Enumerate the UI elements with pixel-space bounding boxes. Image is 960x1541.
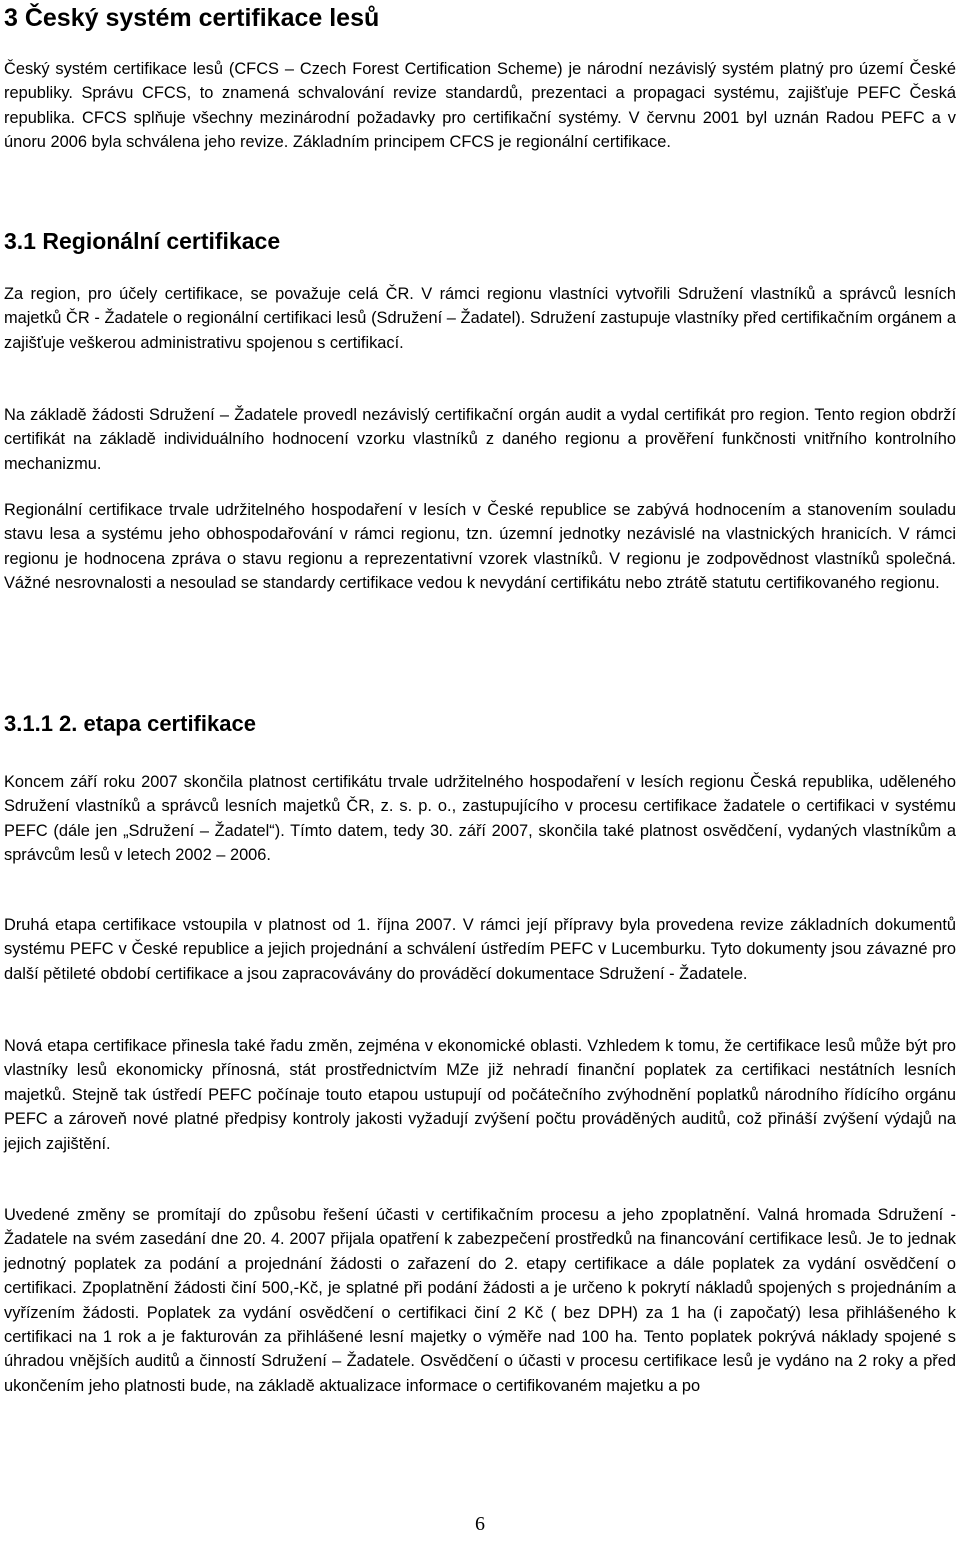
- stage-paragraph-4: Uvedené změny se promítají do způsobu řešení účasti v certifikačním procesu a jeho zpoplatnění. Valná hromada Sdružení - Žadatele na svém zasedání dne 20. 4. 2007 přijala opatření k zabezpečení prostředků na financování certifikace lesů. Je to jednak jednotný poplatek za podání a projednání žádosti o zařazení do 2. etapy certifikace a dále poplatek za vydání osvědčení o certifikaci. Zpoplatnění žádosti činí 500,-Kč, je splatné při podání žádosti a je určeno k pokrytí nákladů spojených s projednáním a vyřízením žádosti. Poplatek za vydání osvědčení o certifikaci činí 2 Kč ( bez DPH) za 1 ha (i započatý) lesa přihlášeného k certifikaci na 1 rok a je fakturován za přihlášené lesní majetky o výměře nad 100 ha. Tento poplatek pokrývá náklady spojené s úhradou vnějších auditů a činností Sdružení – Žadatele. Osvědčení o účasti v procesu certifikace lesů je vydáno na 2 roky a před ukončením jeho platnosti bude, na základě aktualizace informace o certifikovaném majetku a po: [4, 1206, 956, 1395]
- section-title: 3 Český systém certifikace lesů: [4, 4, 380, 32]
- page-number: 6: [475, 1513, 485, 1535]
- subsection-title: 3.1 Regionální certifikace: [4, 228, 281, 254]
- stage-paragraph-1: Koncem září roku 2007 skončila platnost certifikátu trvale udržitelného hospodaření v lesích regionu Česká republika, uděleného Sdružení vlastníků a správců lesních majetků ČR, z. s. p. o., zastupujícího v procesu certifikace žadatele o certifikaci v systému PEFC (dále jen „Sdružení – Žadatel“). Tímto datem, tedy 30. září 2007, skončila také platnost osvědčení, vydaných vlastníkům a správcům lesů v letech 2002 – 2006.: [4, 773, 956, 865]
- subsection-paragraph-1: Za region, pro účely certifikace, se považuje celá ČR. V rámci regionu vlastníci vytvořili Sdružení vlastníků a správců lesních majetků ČR - Žadatele o regionální certifikaci lesů (Sdružení – Žadatel). Sdružení zastupuje vlastníky před certifikačním orgánem a zajišťuje veškerou administrativu spojenou s certifikací.: [4, 285, 956, 352]
- section-intro-paragraph: Český systém certifikace lesů (CFCS – Czech Forest Certification Scheme) je národní nezávislý systém platný pro území České republiky. Správu CFCS, to znamená schvalování revize standardů, prezentaci a propagaci systému, zajišťuje PEFC Česká republika. CFCS splňuje všechny mezinárodní požadavky pro certifikační systémy. V červnu 2001 byl uznán Radou PEFC a v únoru 2006 byla schválena jeho revize. Základním principem CFCS je regionální certifikace.: [4, 60, 956, 152]
- stage-paragraph-3: Nová etapa certifikace přinesla také řadu změn, zejména v ekonomické oblasti. Vzhledem k tomu, že certifikace lesů může být pro vlastníky lesů ekonomicky přínosná, stát prostřednictvím MZe již nehradí finanční poplatek za certifikaci nestátních lesních majetků. Stejně tak ústředí PEFC počínaje touto etapou ustupují od počátečního zvýhodnění poplatků národního řídícího orgánu PEFC a zároveň nové platné předpisy kontroly jakosti vyžadují zvýšení počtu prováděných auditů, což přináší zvýšení výdajů na jejich zajištění.: [4, 1037, 956, 1153]
- subsubsection-title: 3.1.1 2. etapa certifikace: [4, 711, 256, 736]
- subsection-paragraph-2: Na základě žádosti Sdružení – Žadatele provedl nezávislý certifikační orgán audit a vydal certifikát pro region. Tento region obdrží certifikát na základě individuálního hodnocení vzorku vlastníků z daného regionu a prověření funkčnosti vnitřního kontrolního mechanizmu.: [4, 406, 956, 473]
- stage-paragraph-2: Druhá etapa certifikace vstoupila v platnost od 1. října 2007. V rámci její přípravy byla provedena revize základních dokumentů systému PEFC v České republice a jejich projednání a schválení ústředím PEFC v Lucemburku. Tyto dokumenty jsou závazné pro další pětileté období certifikace a jsou zapracovávány do prováděcí dokumentace Sdružení - Žadatele.: [4, 916, 956, 983]
- subsection-paragraph-3: Regionální certifikace trvale udržitelného hospodaření v lesích v České republice se zabývá hodnocením a stanovením souladu stavu lesa a systému jeho obhospodařování v rámci regionu, tzn. územní jednotky nezávislé na vlastnických hranicích. V rámci regionu je hodnocena zpráva o stavu regionu a reprezentativní vzorek vlastníků. V regionu je zodpovědnost vlastníků společná. Vážné nesrovnalosti a nesoulad se standardy certifikace vedou k nevydání certifikátu nebo ztrátě statutu certifikovaného regionu.: [4, 501, 956, 593]
